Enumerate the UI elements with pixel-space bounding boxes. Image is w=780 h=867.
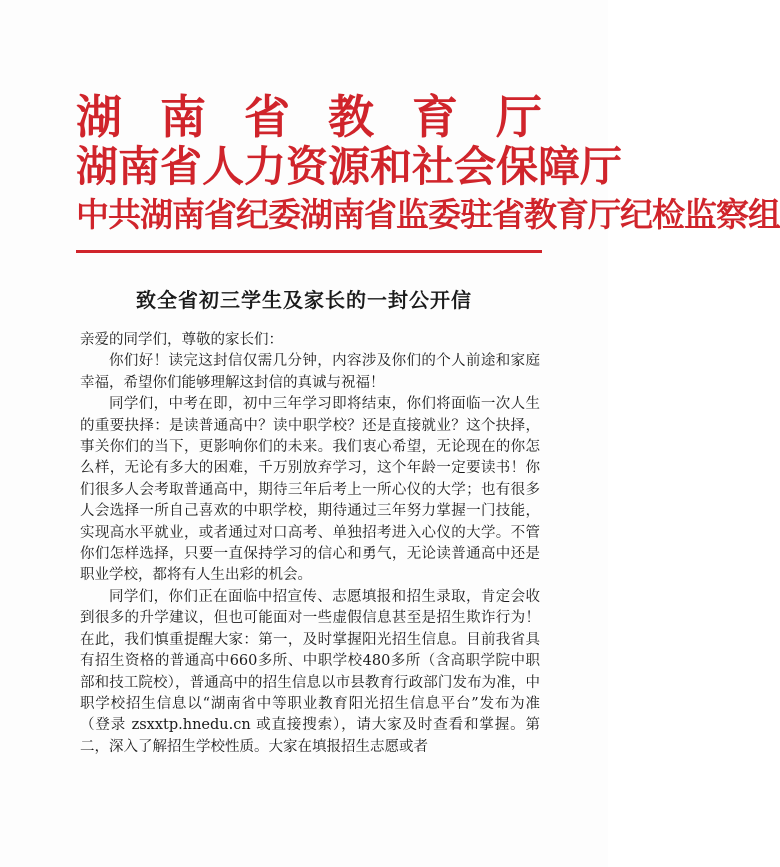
letter-title: 致全省初三学生及家长的一封公开信 <box>136 288 472 312</box>
paragraph: 你们好！读完这封信仅需几分钟，内容涉及你们的个人前途和家庭幸福，希望你们能够理解这封信的真诚与祝福！ <box>80 353 540 391</box>
header-char: 厅 <box>496 90 542 144</box>
header-char: 省 <box>244 90 290 144</box>
header-red-rule <box>76 250 542 253</box>
header-char: 南 <box>160 90 206 144</box>
paragraph: 同学们，你们正在面临中招宣传、志愿填报和招生录取，肯定会收到很多的升学建议，但也可能面对一些虚假信息甚至是招生欺诈行为！在此，我们慎重提醒大家：第一，及时掌握阳光招生信息。目前我省具有招生资格的普通高中660多所、中职学校480多所（含高职学院中职部和技工院校），普通高中的招生信息以市县教育行政部门发布为准，中职学校招生信息以“湖南省中等职业教育阳光招生信息平台”发布为准（登录 zsxxtp.hnedu.cn 或直接搜索），请大家及时查看和掌握。第二，深入了解招生学校性质。大家在填报招生志愿或者 <box>80 588 540 755</box>
header-char: 湖 <box>76 90 122 144</box>
letter-body <box>80 330 540 758</box>
header-line-1 <box>76 90 542 144</box>
header-char: 育 <box>412 90 458 144</box>
header-char: 教 <box>328 90 374 144</box>
header-line-3: 中共湖南省纪委湖南省监委驻省教育厅纪检监察组 <box>76 195 780 234</box>
header-line-2: 湖南省人力资源和社会保障厅 <box>76 142 623 191</box>
salutation: 亲爱的同学们，尊敬的家长们： <box>80 332 283 348</box>
paragraph: 同学们，中考在即，初中三年学习即将结束，你们将面临一次人生的重要抉择：是读普通高中？读中职学校？还是直接就业？这个抉择，事关你们的当下，更影响你们的未来。我们衷心希望，无论现在的你怎么样，无论有多大的困难，千万别放弃学习，这个年龄一定要读书！你们很多人会考取普通高中，期待三年后考上一所心仪的大学；也有很多人会选择一所自己喜欢的中职学校，期待通过三年努力掌握一门技能，实现高水平就业，或者通过对口高考、单独招考进入心仪的大学。不管你们怎样选择，只要一直保持学习的信心和勇气，无论读普通高中还是职业学校，都将有人生出彩的机会。 <box>80 396 540 584</box>
